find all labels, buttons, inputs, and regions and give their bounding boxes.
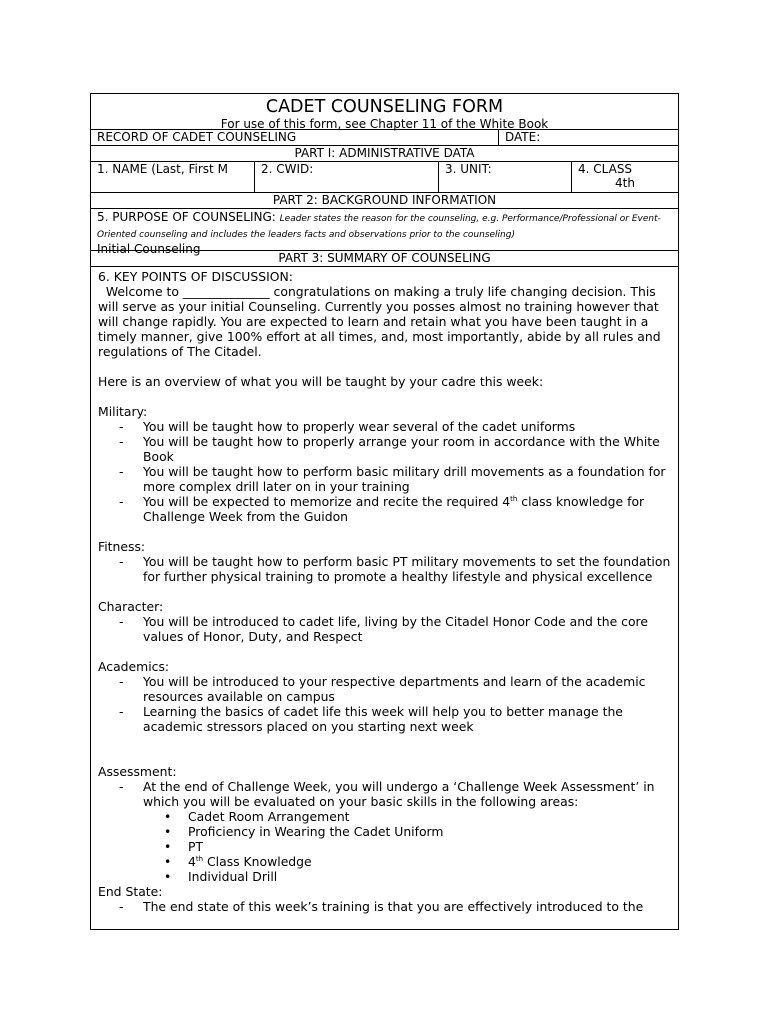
dash-marker: -	[119, 464, 124, 479]
dash-marker: -	[119, 899, 124, 914]
record-row	[91, 130, 678, 146]
name-field[interactable]: 1. NAME (Last, First M	[91, 162, 255, 192]
dash-marker: -	[119, 614, 124, 629]
unit-field[interactable]: 3. UNIT:	[439, 162, 572, 192]
bullet-marker: •	[164, 839, 172, 854]
bullet-item: • Cadet Room Arrangement	[164, 809, 350, 824]
overview-text: Here is an overview of what you will be taught by your cadre this week:	[98, 374, 544, 389]
class-field[interactable]	[572, 162, 678, 192]
character-heading: Character:	[98, 599, 164, 614]
bullet-marker: •	[164, 809, 172, 824]
military-heading: Military:	[98, 404, 148, 419]
bullet-marker: •	[164, 869, 172, 884]
end-state-heading: End State:	[98, 884, 163, 899]
bullet-marker: •	[164, 824, 172, 839]
part3-heading: PART 3: SUMMARY OF COUNSELING	[278, 251, 491, 265]
dash-marker: -	[119, 674, 124, 689]
dash-marker: -	[119, 494, 124, 509]
form-header	[91, 94, 678, 130]
list-item: - The end state of this week’s training is that you are effectively introduced to the	[119, 899, 644, 914]
form-title: CADET COUNSELING FORM	[265, 97, 504, 117]
list-item: - At the end of Challenge Week, you will undergo a ‘Challenge Week Assessment’ in which you will be evaluated on your basic skills in the following areas:	[119, 779, 655, 809]
assessment-heading: Assessment:	[98, 764, 177, 779]
bullet-item: • 4th Class Knowledge	[164, 854, 312, 869]
bullet-marker: •	[164, 854, 172, 869]
dash-marker: -	[119, 779, 124, 794]
list-item: - You will be taught how to perform basic PT military movements to set the foundation for further physical training to promote a healthy lifestyle and physical excellence	[119, 554, 671, 584]
list-item: - You will be taught how to properly arrange your room in accordance with the White Book	[119, 434, 660, 464]
list-item: - You will be introduced to cadet life, living by the Citadel Honor Code and the core values of Honor, Duty, and Respect	[119, 614, 648, 644]
admin-data-row	[91, 162, 678, 193]
bullet-item: • Proficiency in Wearing the Cadet Uniform	[164, 824, 444, 839]
bullet-item: • PT	[164, 839, 204, 854]
cwid-field[interactable]: 2. CWID:	[255, 162, 439, 192]
academics-heading: Academics:	[98, 659, 170, 674]
dash-marker: -	[119, 704, 124, 719]
counseling-form	[90, 93, 679, 930]
class-label: 4. CLASS	[578, 162, 633, 176]
purpose-value[interactable]: Initial Counseling	[97, 242, 201, 256]
part2-heading: PART 2: BACKGROUND INFORMATION	[272, 193, 497, 207]
list-item: - You will be taught how to perform basic military drill movements as a foundation for more complex drill later on in your training	[119, 464, 666, 494]
dash-marker: -	[119, 419, 124, 434]
date-field[interactable]: DATE:	[505, 130, 541, 144]
dash-marker: -	[119, 434, 124, 449]
purpose-hint: Leader states the reason for the counseling, e.g. Performance/Professional or Event-Oriented counseling and includes the leaders facts and observations prior to the counseling)	[97, 214, 661, 240]
class-value: 4th	[615, 176, 635, 190]
discussion-body	[91, 267, 678, 916]
form-subtitle: For use of this form, see Chapter 11 of the White Book	[220, 117, 549, 131]
record-label: RECORD OF CADET COUNSELING	[91, 130, 499, 145]
bullet-item: • Individual Drill	[164, 869, 278, 884]
list-item: - You will be expected to memorize and recite the required 4th class knowledge for Challenge Week from the Guidon	[119, 494, 645, 524]
purpose-text	[91, 209, 678, 242]
fitness-heading: Fitness:	[98, 539, 146, 554]
purpose-label: 5. PURPOSE OF COUNSELING:	[97, 210, 276, 224]
dash-marker: -	[119, 554, 124, 569]
part1-heading: PART I: ADMINISTRATIVE DATA	[294, 146, 475, 160]
part1-heading-row	[91, 146, 678, 162]
list-item: - You will be introduced to your respective departments and learn of the academic resources available on campus	[119, 674, 646, 704]
list-item: - Learning the basics of cadet life this week will help you to better manage the academic stressors placed on you starting next week	[119, 704, 623, 734]
key-points-label: 6. KEY POINTS OF DISCUSSION:	[98, 269, 293, 284]
purpose-row	[91, 209, 678, 256]
welcome-paragraph: Welcome to ______________ congratulations on making a truly life changing decision. This will serve as your initial Counseling. Currently you posses almost no training however that will change rapidly. You are expected to learn and retain what you have been taught in a timely manner, give 100% effort at all times, and, most importantly, abide by all rules and regulations of The Citadel.	[98, 284, 665, 359]
list-item: - You will be taught how to properly wear several of the cadet uniforms	[119, 419, 576, 434]
part2-heading-row	[91, 193, 678, 209]
